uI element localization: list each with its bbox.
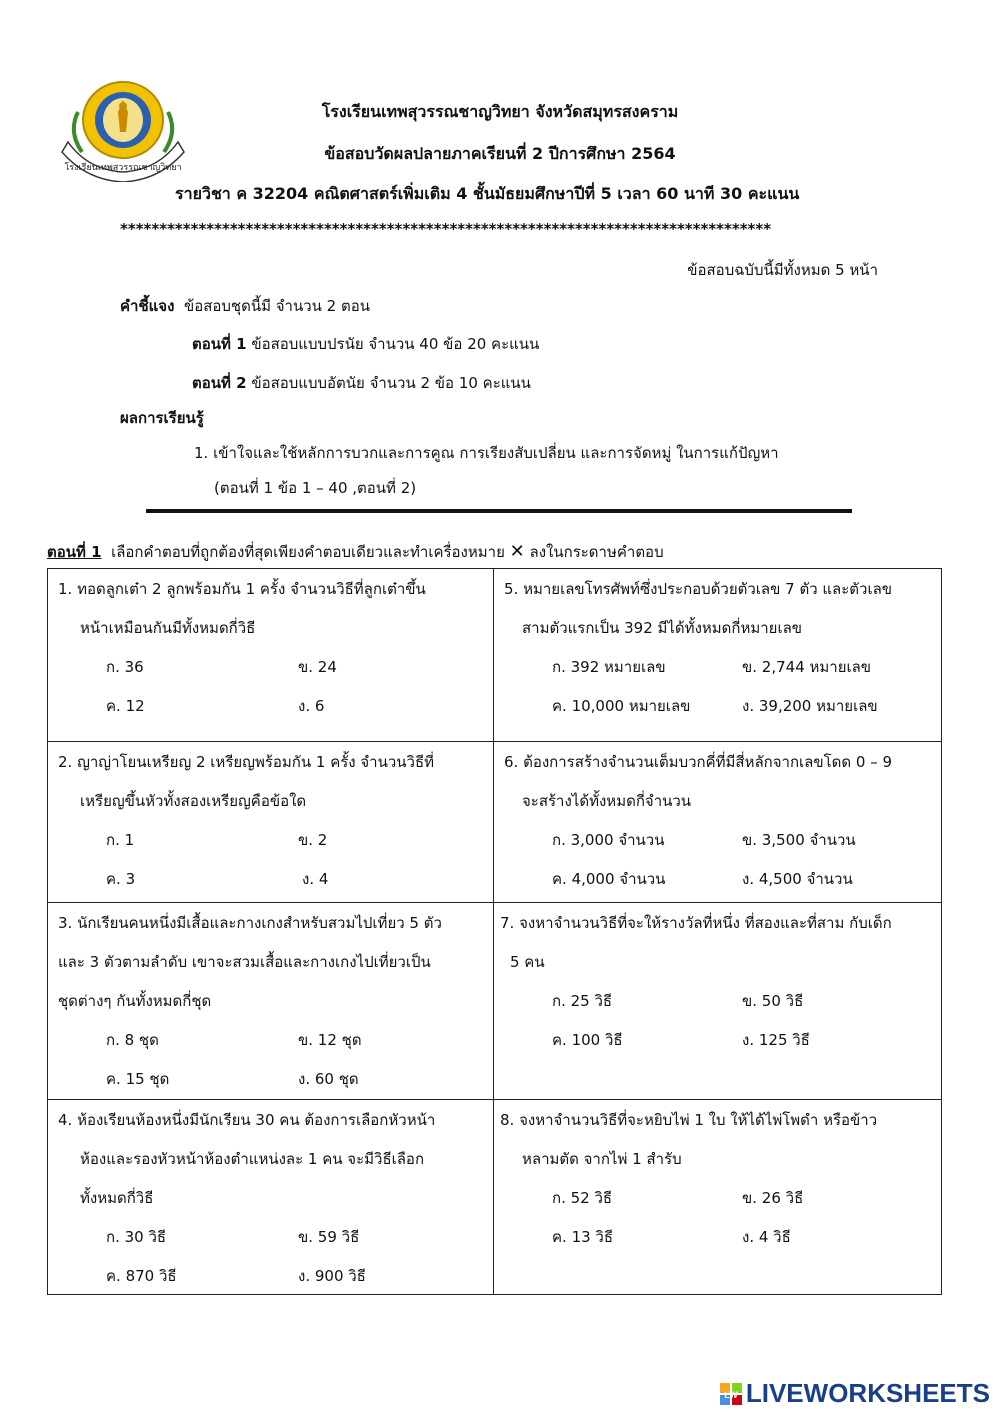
option: ค. 15 ชุด [106, 1070, 170, 1088]
option: ค. 4,000 จำนวน [552, 870, 666, 888]
question-text: ทั้งหมดกี่วิธี [80, 1189, 154, 1207]
exam-title: ข้อสอบวัดผลปลายภาคเรียนที่ 2 ปีการศึกษา 2564 [324, 144, 676, 163]
part1-line [192, 332, 539, 356]
cross-mark-icon: ✕ [509, 541, 525, 562]
part2-label: ตอนที่ 2 [192, 374, 247, 392]
question-cell-1 [48, 569, 494, 742]
question-text: และ 3 ตัวตามลำดับ เขาจะสวมเสื้อและกางเกงไปเที่ยวเป็น [58, 953, 431, 971]
logo-caption: โรงเรียนเทพสุวรรณชาญวิทยา [64, 163, 182, 173]
question-cell-3 [48, 903, 494, 1100]
option: ข. 59 วิธี [298, 1228, 360, 1246]
question-text: 3. นักเรียนคนหนึ่งมีเสื้อและกางเกงสำหรับสวมไปเที่ยว 5 ตัว [58, 914, 442, 932]
option: ง. 4,500 จำนวน [742, 870, 853, 888]
question-cell-8 [494, 1100, 942, 1295]
outcome-item: 1. เข้าใจและใช้หลักการบวกและการคูณ การเรียงสับเปลี่ยน และการจัดหมู่ ในการแก้ปัญหา [194, 444, 779, 462]
question-text: เหรียญขึ้นหัวทั้งสองเหรียญคือข้อใด [80, 792, 307, 810]
instructions-text: ข้อสอบชุดนี้มี จำนวน 2 ตอน [183, 297, 370, 315]
question-cell-6 [494, 742, 942, 903]
option: ง. 39,200 หมายเลข [742, 697, 878, 715]
page-count: ข้อสอบฉบับนี้มีทั้งหมด 5 หน้า [687, 261, 878, 279]
part2-line [192, 371, 531, 395]
question-text: ชุดต่างๆ กันทั้งหมดกี่ชุด [58, 992, 212, 1010]
svg-text:LW: LW [724, 1390, 738, 1400]
question-text: หน้าเหมือนกันมีทั้งหมดกี่วิธี [80, 619, 256, 637]
part2-text: ข้อสอบแบบอัตนัย จำนวน 2 ข้อ 10 คะแนน [251, 374, 531, 392]
option: ก. 36 [106, 658, 144, 676]
option: ก. 3,000 จำนวน [552, 831, 665, 849]
question-text: 4. ห้องเรียนห้องหนึ่งมีนักเรียน 30 คน ต้องการเลือกหัวหน้า [58, 1111, 436, 1129]
option: ข. 24 [298, 658, 337, 676]
option: ก. 8 ชุด [106, 1031, 159, 1049]
option: ข. 2,744 หมายเลข [742, 658, 872, 676]
option: ข. 12 ชุด [298, 1031, 362, 1049]
questions-table [47, 568, 942, 1295]
section-text-2: ลงในกระดาษคำตอบ [529, 543, 664, 561]
option: ข. 3,500 จำนวน [742, 831, 856, 849]
option: ง. 6 [298, 697, 325, 715]
option: ก. 30 วิธี [106, 1228, 167, 1246]
question-text: 5. หมายเลขโทรศัพท์ซึ่งประกอบด้วยตัวเลข 7 ตัว และตัวเลข [504, 580, 893, 598]
option: ก. 1 [106, 831, 135, 849]
option: ง. 125 วิธี [742, 1031, 810, 1049]
option: ค. 3 [106, 870, 136, 888]
option: ข. 50 วิธี [742, 992, 804, 1010]
option: ง. 900 วิธี [298, 1267, 366, 1285]
question-text: 5 คน [510, 953, 545, 971]
school-name: โรงเรียนเทพสุวรรณชาญวิทยา จังหวัดสมุทรสงคราม [321, 102, 679, 121]
question-cell-7 [494, 903, 942, 1100]
instructions-label: คำชี้แจง [120, 297, 175, 315]
question-text: 6. ต้องการสร้างจำนวนเต็มบวกคี่ที่มีสี่หลักจากเลขโดด 0 – 9 [504, 753, 893, 771]
outcome-item-ref: (ตอนที่ 1 ข้อ 1 – 40 ,ตอนที่ 2) [214, 479, 417, 497]
option: ค. 13 วิธี [552, 1228, 614, 1246]
option: ข. 2 [298, 831, 328, 849]
brand-text: LIVEWORKSHEETS [745, 1378, 990, 1408]
section-text: เลือกคำตอบที่ถูกต้องที่สุดเพียงคำตอบเดียวและทำเครื่องหมาย [111, 543, 505, 561]
section-label: ตอนที่ 1 [47, 543, 102, 561]
option: ค. 12 [106, 697, 145, 715]
option: ค. 100 วิธี [552, 1031, 623, 1049]
option: ค. 10,000 หมายเลข [552, 697, 691, 715]
option: ข. 26 วิธี [742, 1189, 804, 1207]
question-cell-4 [48, 1100, 494, 1295]
option: ง. 4 วิธี [742, 1228, 791, 1246]
option: ค. 870 วิธี [106, 1267, 177, 1285]
part1-label: ตอนที่ 1 [192, 335, 247, 353]
option: ก. 392 หมายเลข [552, 658, 666, 676]
option: ง. 4 [302, 870, 329, 888]
question-text: 8. จงหาจำนวนวิธีที่จะหยิบไพ่ 1 ใบ ให้ได้ไพ่โพดำ หรือข้าว [500, 1111, 878, 1129]
question-text: จะสร้างได้ทั้งหมดกี่จำนวน [522, 792, 692, 810]
liveworksheets-brand[interactable] [720, 1378, 990, 1409]
question-text: ห้องและรองหัวหน้าห้องตำแหน่งละ 1 คน จะมีวิธีเลือก [80, 1150, 425, 1168]
question-text: สามตัวแรกเป็น 392 มีได้ทั้งหมดกี่หมายเลข [522, 619, 803, 637]
question-text: 7. จงหาจำนวนวิธีที่จะให้รางวัลที่หนึ่ง ที่สองและที่สาม กับเด็ก [500, 914, 892, 932]
option: ง. 60 ชุด [298, 1070, 359, 1088]
outcome-label: ผลการเรียนรู้ [120, 409, 204, 427]
question-cell-2 [48, 742, 494, 903]
liveworksheets-logo-icon [720, 1381, 742, 1403]
divider-rule [146, 509, 852, 513]
subject-line: รายวิชา ค 32204 คณิตศาสตร์เพิ่มเติม 4 ชั้นมัธยมศึกษาปีที่ 5 เวลา 60 นาที 30 คะแนน [175, 184, 800, 203]
question-cell-5 [494, 569, 942, 742]
option: ก. 25 วิธี [552, 992, 613, 1010]
option: ก. 52 วิธี [552, 1189, 613, 1207]
question-text: 2. ญาญ่าโยนเหรียญ 2 เหรียญพร้อมกัน 1 ครั้ง จำนวนวิธีที่ [58, 753, 434, 771]
section-heading [47, 540, 664, 564]
question-text: หลามตัด จากไพ่ 1 สำรับ [522, 1150, 682, 1168]
instructions-line [120, 294, 370, 318]
question-text: 1. ทอดลูกเต๋า 2 ลูกพร้อมกัน 1 ครั้ง จำนวนวิธีที่ลูกเต๋าขึ้น [58, 580, 426, 598]
part1-text: ข้อสอบแบบปรนัย จำนวน 40 ข้อ 20 คะแนน [251, 335, 540, 353]
separator-stars: *********************************************************************************** [120, 220, 772, 238]
